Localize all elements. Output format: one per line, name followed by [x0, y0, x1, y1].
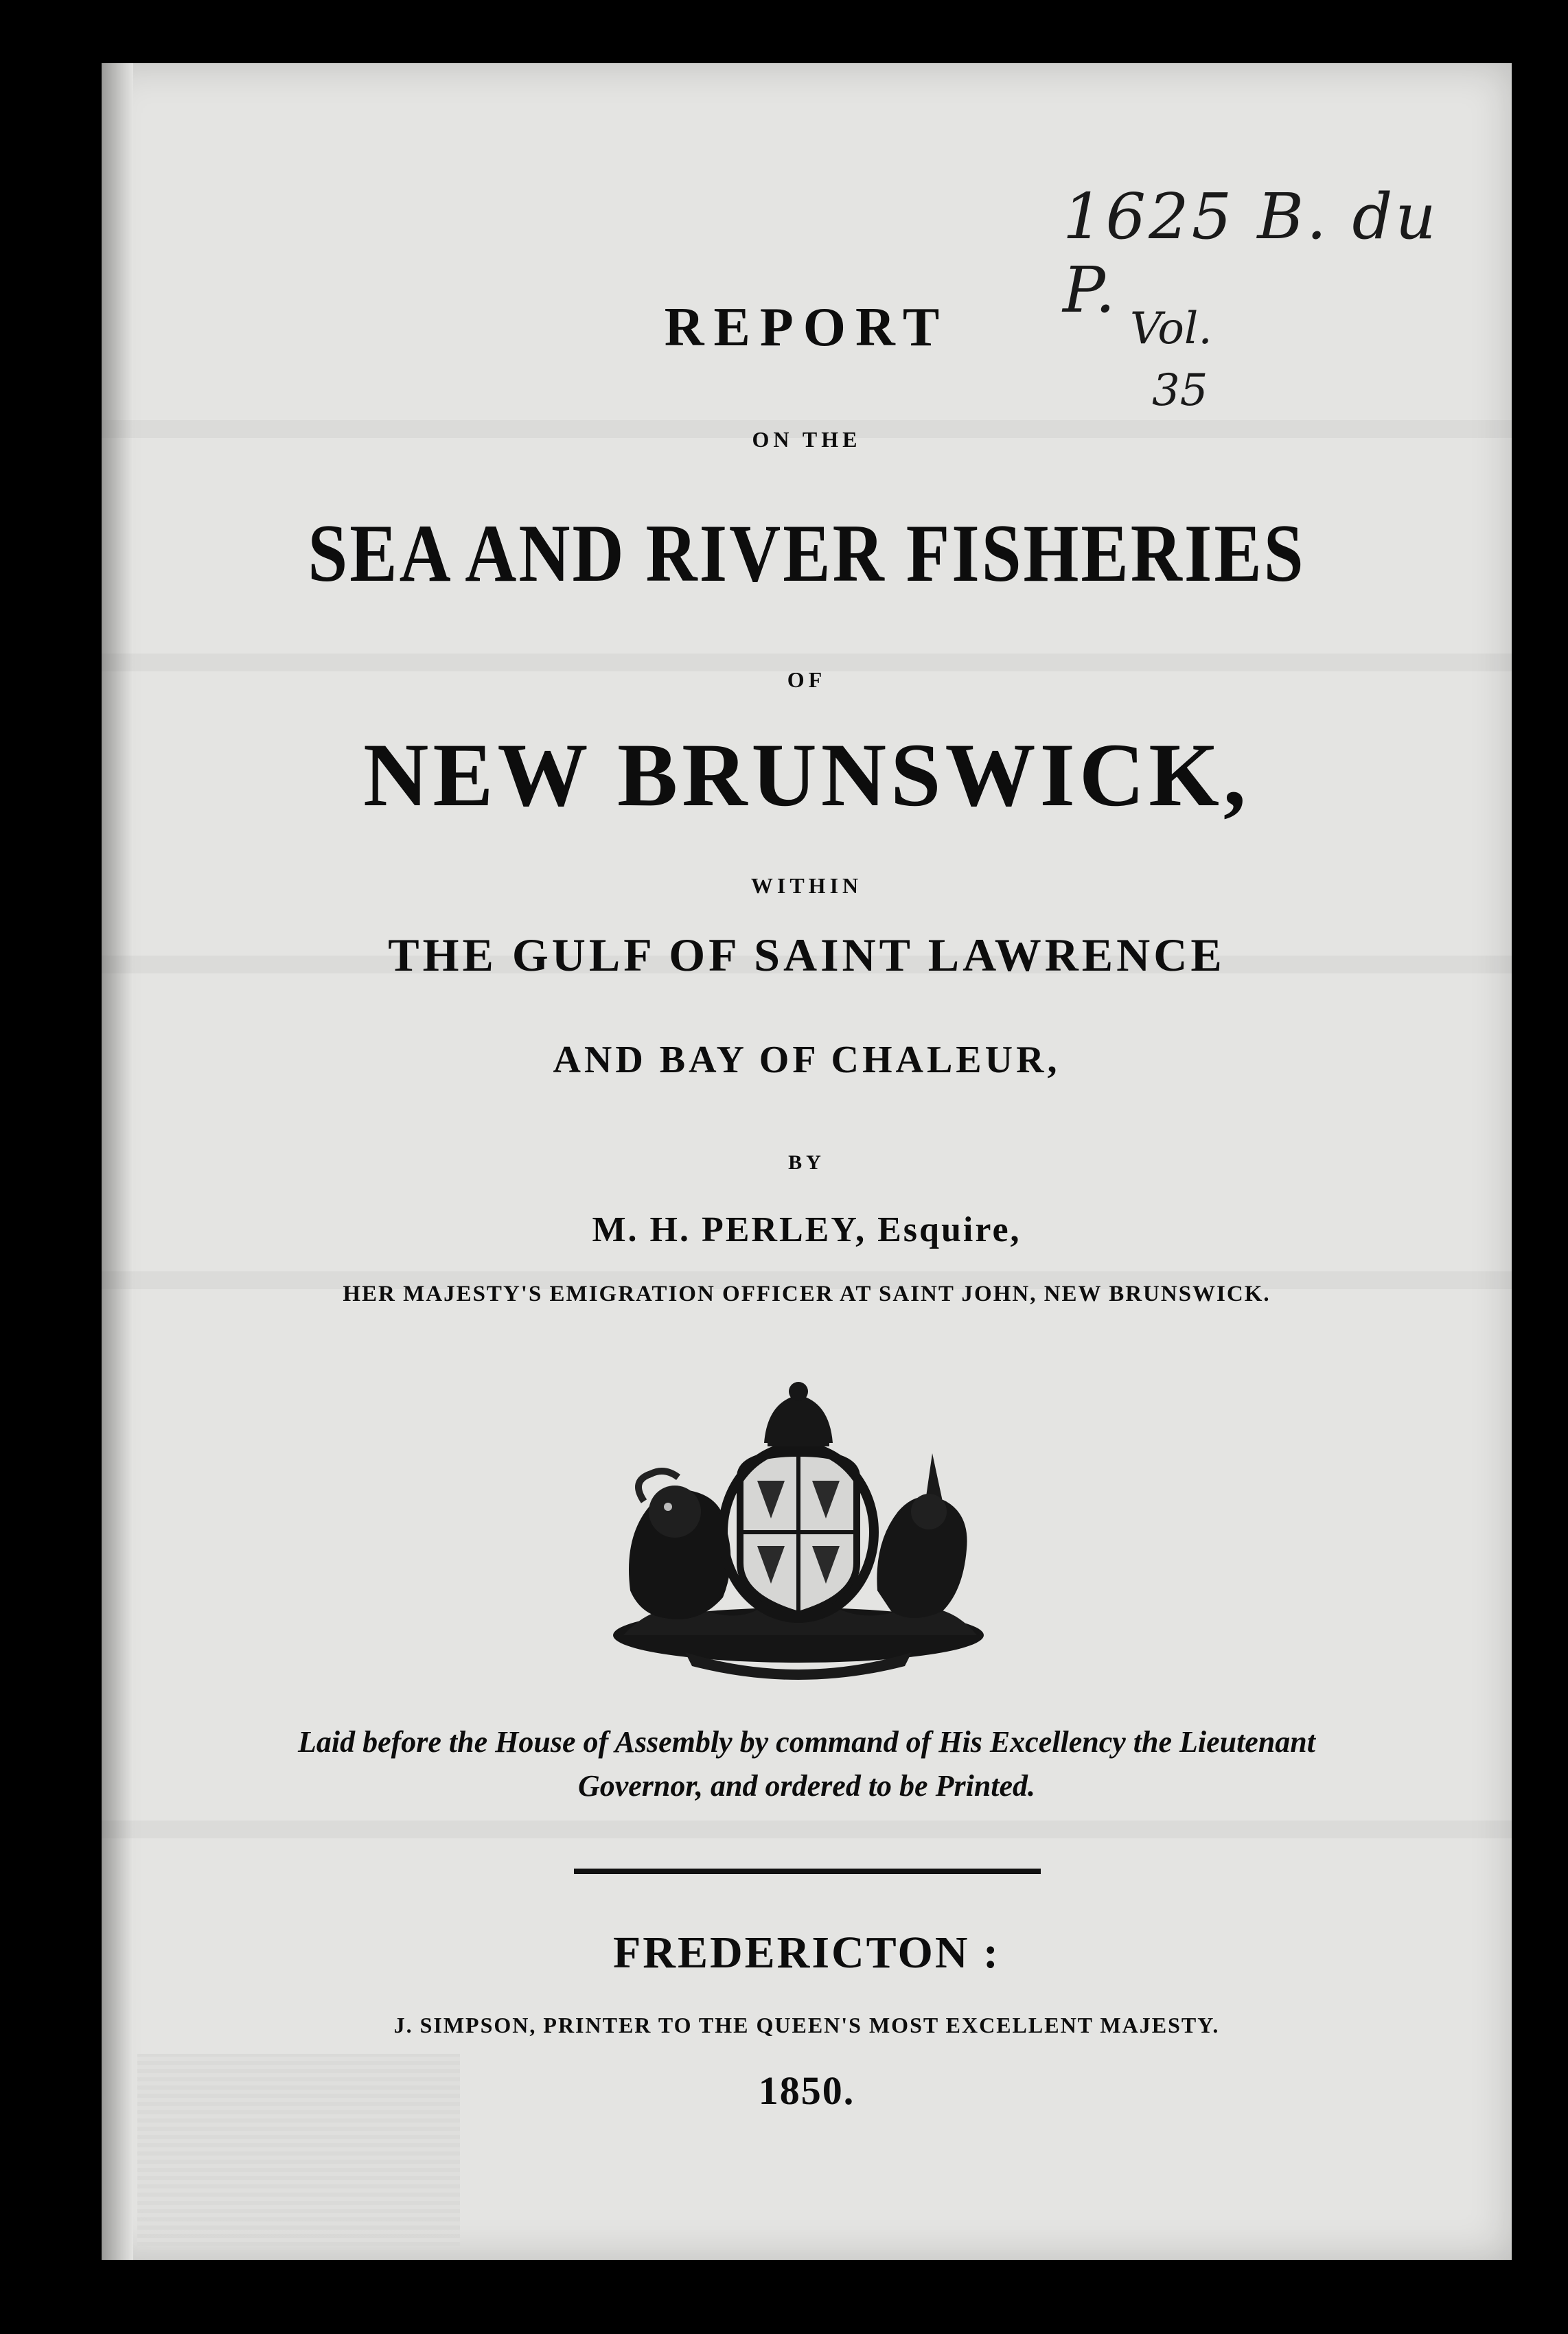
- region-line-2: AND BAY OF CHALEUR,: [553, 1039, 1061, 1081]
- handwritten-volume-number: 35: [1152, 365, 1208, 416]
- royal-coat-of-arms-icon: [603, 1364, 994, 1687]
- author-office: HER MAJESTY'S EMIGRATION OFFICER AT SAINT JOHN, NEW BRUNSWICK.: [343, 1282, 1271, 1306]
- of-connector: OF: [787, 667, 827, 692]
- handwritten-catalog-number: 1625 B. du P.: [1063, 180, 1439, 327]
- author-name: M. H. PERLEY, Esquire,: [592, 1210, 1022, 1249]
- title-page: [102, 63, 1512, 2260]
- bleed-through-line: [102, 1821, 1512, 1838]
- imprint-printer: J. SIMPSON, PRINTER TO THE QUEEN'S MOST EXCELLENT MAJESTY.: [393, 2013, 1220, 2037]
- within-connector: WITHIN: [750, 873, 863, 898]
- subject-title: SEA AND RIVER FISHERIES: [308, 508, 1306, 599]
- province-title: NEW BRUNSWICK,: [363, 724, 1250, 825]
- imprint-place: FREDERICTON :: [612, 1928, 1000, 1978]
- imprint-year: 1850.: [758, 2068, 855, 2113]
- horizontal-rule: [574, 1869, 1041, 1874]
- handwritten-volume-label: Vol.: [1130, 303, 1212, 354]
- by-connector: BY: [788, 1151, 825, 1174]
- on-the-connector: ON THE: [752, 427, 862, 452]
- report-heading: REPORT: [664, 297, 949, 358]
- laid-before-line-2: Governor, and ordered to be Printed.: [577, 1769, 1036, 1803]
- region-line-1: THE GULF OF SAINT LAWRENCE: [388, 929, 1225, 981]
- laid-before-line-1: Laid before the House of Assembly by command of His Excellency the Lieutenant: [298, 1725, 1315, 1759]
